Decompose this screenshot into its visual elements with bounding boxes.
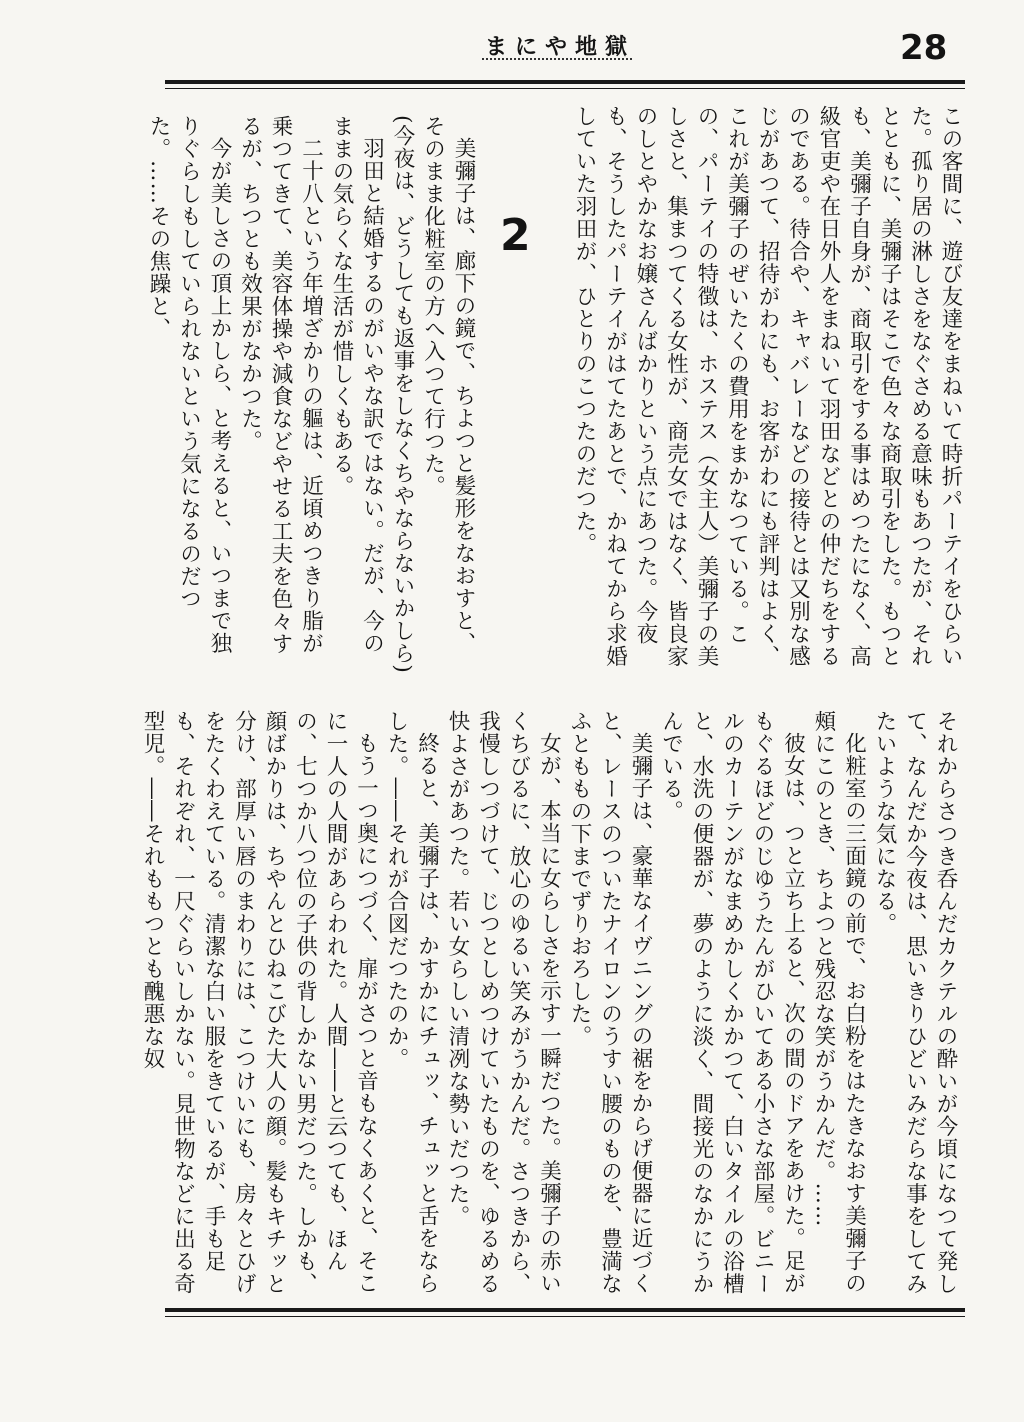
text-column-top-left <box>146 115 478 675</box>
top-rule-thin <box>165 88 965 89</box>
paragraph: 化粧室の三面鏡の前で、お白粉をはたきなおす美彌子の頰にこのとき、ちよつと残忍な笑がうかんだ。…… <box>811 710 867 1294</box>
paragraph: もう一つ奥につづく、扉がさつと音もなくあくと、そこに一人の人間があらわれた。人間――と云つても、ほんの、七つか八つ位の子供の背しかない男だつた。しかも、顔ばかりは、ちやんとひねこびた大人の顔。髪もキチッと分け、部厚い唇のまわりには、こつけいにも、房々とひげをたくわえている。清潔な白い服をきているが、手も足も、それぞれ、一尺ぐらいしかない。見世物などに出る奇型児。――それももつとも醜悪な奴 <box>140 710 379 1295</box>
bottom-rule-thin <box>165 1316 965 1317</box>
paragraph: 美彌子は、廊下の鏡で、ちよつと髪形をなおすと、そのまま化粧室の方へ入つて行つた。 <box>420 115 476 654</box>
paragraph: 終ると、美彌子は、かすかにチュッ、チュッと舌をならした。――それが合図だつたのか。 <box>384 710 440 1294</box>
top-rule <box>165 80 965 84</box>
text-column-top-right <box>565 105 965 675</box>
paragraph: この客間に、遊び友達をまねいて時折パーテイをひらいた。孤り居の淋しさをなぐさめる意味もあつたが、それとともに、美彌子はそこで色々な商取引をした。もつとも、美彌子自身が、商取引をする事はめつたになく、高級官吏や在日外人をまねいて羽田などとの仲だちをするのである。待合や、キャバレーなどの接待とは又別な感じがあつて、招待がわにも、お客がわにも評判はよく、これが美彌子のぜいたくの費用をまかなつている。この、パーテイの特徴は、ホステス（女主人）美彌子の美しさと、集まつてくる女性が、商売女ではなく、皆良家のしとやかなお嬢さんばかりという点にあつた。今夜も、そうしたパーテイがはてたあとで、かねてから求婚していた羽田が、ひとりのこつたのだつた。 <box>572 105 963 668</box>
paragraph: 二十八という年増ざかりの軀は、近頃めつきり脂が乗つてきて、美容体操や減食などやせる工夫を色々するが、ちつとも效果がなかつた。 <box>237 115 324 655</box>
section-number: 2 <box>500 210 531 261</box>
paragraph: 今が美しさの頂上かしら、と考えると、いつまで独りぐらしもしていられないという気になるのだつた。……その焦躁と、 <box>146 115 232 654</box>
bottom-rule <box>165 1308 965 1312</box>
paragraph: 彼女は、つと立ち上ると、次の間のドアをあけた。足がもぐるほどのじゆうたんがひいてある小さな部屋。ビニールのカーテンがなまめかしくかかつて、白いタイルの浴槽と、水洗の便器が、夢のように淡く、間接光のなかにうかんでいる。 <box>658 710 806 1295</box>
text-column-bottom <box>140 710 960 1295</box>
paragraph: それからさつき呑んだカクテルの酔いが今頃になつて発して、なんだか今夜は、思いきりひどいみだらな事をしてみたいような気になる。 <box>872 710 958 1295</box>
title-underline <box>482 58 632 60</box>
paragraph: 美彌子は、豪華なイヴニングの裾をからげ便器に近づくと、レースのついたナイロンのうすい腰のものを、豊満なふとももの下までずりおろした。 <box>567 710 653 1295</box>
paragraph: 女が、本当に女らしさを示す一瞬だつた。美彌子の赤いくちびるに、放心のゆるい笑みがうかんだ。さつきから、我慢しつづけて、じつとしめつけていたものを、ゆるめる快よさがあつた。若い女らしい清冽な勢いだつた。 <box>445 710 562 1295</box>
running-title: まにや地獄 <box>484 35 635 60</box>
paragraph: 羽田と結婚するのがいやな訳ではない。だが、今のままの気らくな生活が惜しくもある。 <box>329 115 385 654</box>
page-number: 28 <box>900 28 948 68</box>
paragraph: (今夜は、どうしても返事をしなくちやならないかしら) <box>390 115 415 674</box>
